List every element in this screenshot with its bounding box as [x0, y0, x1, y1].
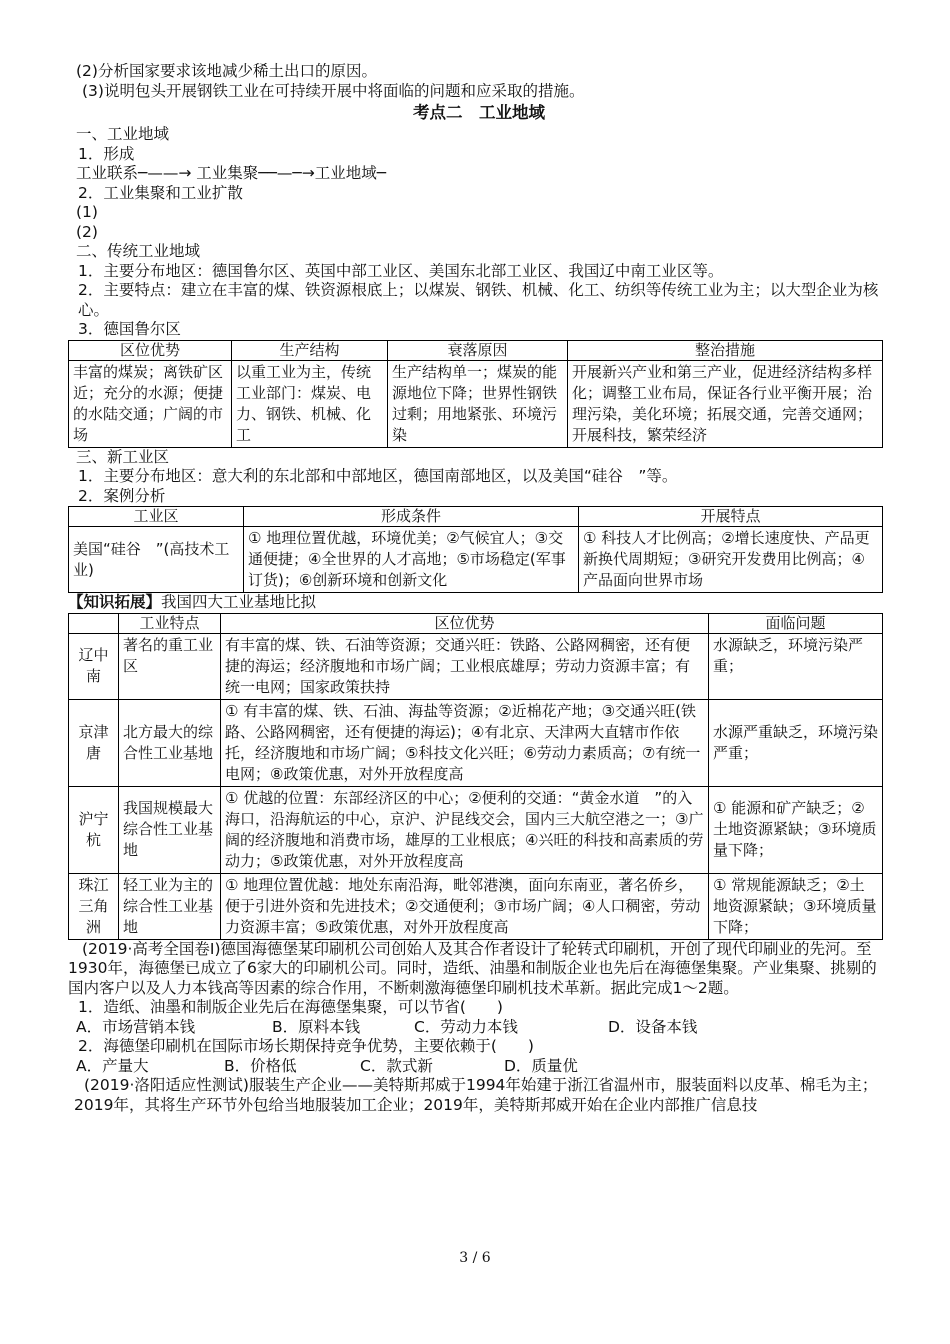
ruhr-header-measures: 整治措施 [568, 340, 883, 360]
ruhr-table [68, 340, 883, 448]
s3-line1: 1．主要分布地区：意大利的东北部和中部地区，德国南部地区，以及美国“硅谷 ”等。 [78, 467, 678, 485]
case-cell-region: 美国“硅谷 ”(高技术工业) [69, 527, 244, 593]
extension-bracket: 【知识拓展】 [68, 593, 162, 611]
q2-option-a: A．产量大 [76, 1056, 149, 1075]
bases-header-location: 区位优势 [221, 613, 709, 633]
document-page [68, 62, 882, 1115]
ruhr-header-location: 区位优势 [69, 340, 232, 360]
base-location: ① 优越的位置：东部经济区的中心；②便利的交通：“黄金水道 ”的入海口，沿海航运的中心，京沪、沪昆线交会，国内三大航空港之一；③广阔的经济腹地和消费市场，雄厚的工业根底；④兴旺的科技和高素质的劳动力；⑤政策优惠，对外开放程度高 [221, 786, 709, 873]
s2-line1: 1．主要分布地区：德国鲁尔区、英国中部工业区、美国东北部工业区、我国辽中南工业区等。 [78, 261, 724, 280]
table-row [69, 786, 883, 873]
q1-option-c: C．劳动力本钱 [414, 1017, 518, 1036]
base-problems: ① 能源和矿产缺乏；②土地资源紧缺；③环境质量下降； [709, 786, 883, 873]
ruhr-cell-decline: 生产结构单一；煤炭的能源地位下降；世界性钢铁过剩；用地紧张、环境污染 [388, 360, 568, 447]
s1-p2: (2) [76, 222, 98, 241]
base-feature: 我国规模最大综合性工业基地 [119, 786, 221, 873]
s1-formation: 1．形成 [78, 144, 135, 163]
exam-q1-options [76, 1018, 882, 1038]
case-cell-conditions: ① 地理位置优越，环境优美；②气候宜人；③交通便捷；④全世界的人才高地；⑤市场稳定(军事订货)；⑥创新环境和创新文化 [244, 527, 579, 593]
s1-p1: (1) [76, 203, 98, 221]
case-cell-features: ① 科技人才比例高；②增长速度快、产品更新换代周期短；③研究开发费用比例高；④产品面向世界市场 [579, 527, 883, 593]
s3-heading: 三、新工业区 [76, 447, 170, 466]
question-3: (3)说明包头开展钢铁工业在可持续开展中将面临的问题和应采取的措施。 [82, 81, 585, 100]
ruhr-header-decline: 衰落原因 [388, 340, 568, 360]
q1-option-a: A．市场营销本钱 [76, 1017, 196, 1036]
s3-line2: 2．案例分析 [78, 486, 166, 505]
base-feature: 轻工业为主的综合性工业基地 [119, 873, 221, 939]
base-feature: 著名的重工业区 [119, 633, 221, 699]
table-row [69, 633, 883, 699]
question-2: (2)分析国家要求该地减少稀土出口的原因。 [76, 62, 377, 80]
q1-option-b: B．原料本钱 [272, 1017, 361, 1036]
extension-title [68, 593, 882, 613]
bases-header-blank [69, 613, 119, 633]
s2-line2: 2．主要特点：建立在丰富的煤、铁资源根底上；以煤炭、钢铁、机械、化工、纺织等传统工业为主；以大型企业为核心。 [78, 281, 879, 319]
table-row [69, 873, 883, 939]
exam-intro: (2019·高考全国卷Ⅰ)德国海德堡某印刷机公司创始人及其合作者设计了轮转式印刷机，开创了现代印刷业的先河。至1930年，海德堡已成立了6家大的印刷机公司。同时，造纸、油墨和制版企业也先后在海德堡集聚。产业集聚、挑剔的国内客户以及人力本钱高等因素的综合作用，不断刺激海德堡印刷机技术革新。据此完成1～2题。 [68, 939, 877, 997]
ruhr-cell-measures: 开展新兴产业和第三产业，促进经济结构多样化；调整工业布局，保证各行业平衡开展；治理污染，美化环境；拓展交通，完善交通网；开展科技，繁荣经济 [568, 360, 883, 447]
base-name-huninghang: 沪宁杭 [69, 786, 119, 873]
s2-line3: 3．德国鲁尔区 [78, 320, 181, 338]
page-number: 3 / 6 [459, 1250, 491, 1266]
exam-q1: 1．造纸、油墨和制版企业先后在海德堡集聚，可以节省( ) [78, 998, 503, 1016]
q2-option-d: D．质量优 [504, 1056, 578, 1075]
extension-title-text: 我国四大工业基地比拟 [161, 593, 317, 611]
exam-q2: 2．海德堡印刷机在国际市场长期保持竞争优势，主要依赖于( ) [78, 1037, 534, 1055]
base-name-liaozhongnan: 辽中南 [69, 633, 119, 699]
ruhr-cell-structure: 以重工业为主，传统工业部门：煤炭、电力、钢铁、机械、化工 [232, 360, 388, 447]
q2-option-b: B．价格低 [224, 1056, 297, 1075]
ruhr-header-structure: 生产结构 [232, 340, 388, 360]
base-feature: 北方最大的综合性工业基地 [119, 699, 221, 786]
base-problems: 水源缺乏，环境污染严重； [709, 633, 883, 699]
s1-item2: 2．工业集聚和工业扩散 [78, 183, 243, 202]
section-title: 考点二 工业地域 [413, 103, 545, 122]
four-bases-table [68, 613, 883, 940]
case-header-region: 工业区 [69, 507, 244, 527]
q2-option-c: C．款式新 [360, 1056, 433, 1075]
exam-q2-options [76, 1057, 882, 1077]
table-row [69, 699, 883, 786]
s1-heading: 一、工业地域 [76, 125, 170, 143]
base-name-pearl-river-delta: 珠江三角洲 [69, 873, 119, 939]
base-problems: ① 常规能源缺乏；②土地资源紧缺；③环境质量下降； [709, 873, 883, 939]
case-header-features: 开展特点 [579, 507, 883, 527]
bases-header-features: 工业特点 [119, 613, 221, 633]
base-location: ① 地理位置优越：地处东南沿海，毗邻港澳，面向东南亚，著名侨乡，便于引进外资和先进技术；②交通便利；③市场广阔；④人口稠密，劳动力资源丰富；⑤政策优惠，对外开放程度高 [221, 873, 709, 939]
base-problems: 水源严重缺乏，环境污染严重； [709, 699, 883, 786]
case-header-conditions: 形成条件 [244, 507, 579, 527]
s1-flow: 工业联系─——→ 工业集聚──—─→工业地域─ [76, 164, 387, 182]
base-location: 有丰富的煤、铁、石油等资源；交通兴旺：铁路、公路网稠密，还有便捷的海运；经济腹地和市场广阔；工业根底雄厚；劳动力资源丰富；有统一电网；国家政策扶持 [221, 633, 709, 699]
s2-heading: 二、传统工业地域 [76, 242, 201, 260]
exam-luoyang: (2019·洛阳适应性测试)服装生产企业——美特斯邦威于1994年始建于浙江省温州市，服装面料以皮革、棉毛为主；2019年，其将生产环节外包给当地服装加工企业；2019年，美特斯邦威开始在企业内部推广信息技 [74, 1076, 878, 1114]
base-location: ① 有丰富的煤、铁、石油、海盐等资源；②近棉花产地；③交通兴旺(铁路、公路网稠密，还有便捷的海运)；④有北京、天津两大直辖市作依托，经济腹地和市场广阔；⑤科技文化兴旺；⑥劳动力素质高；⑦有统一电网；⑧政策优惠，对外开放程度高 [221, 699, 709, 786]
case-table [68, 506, 883, 593]
q1-option-d: D．设备本钱 [608, 1017, 698, 1036]
ruhr-cell-location: 丰富的煤炭；离铁矿区近；充分的水源；便捷的水陆交通；广阔的市场 [69, 360, 232, 447]
bases-header-problems: 面临问题 [709, 613, 883, 633]
base-name-jingjintang: 京津唐 [69, 699, 119, 786]
